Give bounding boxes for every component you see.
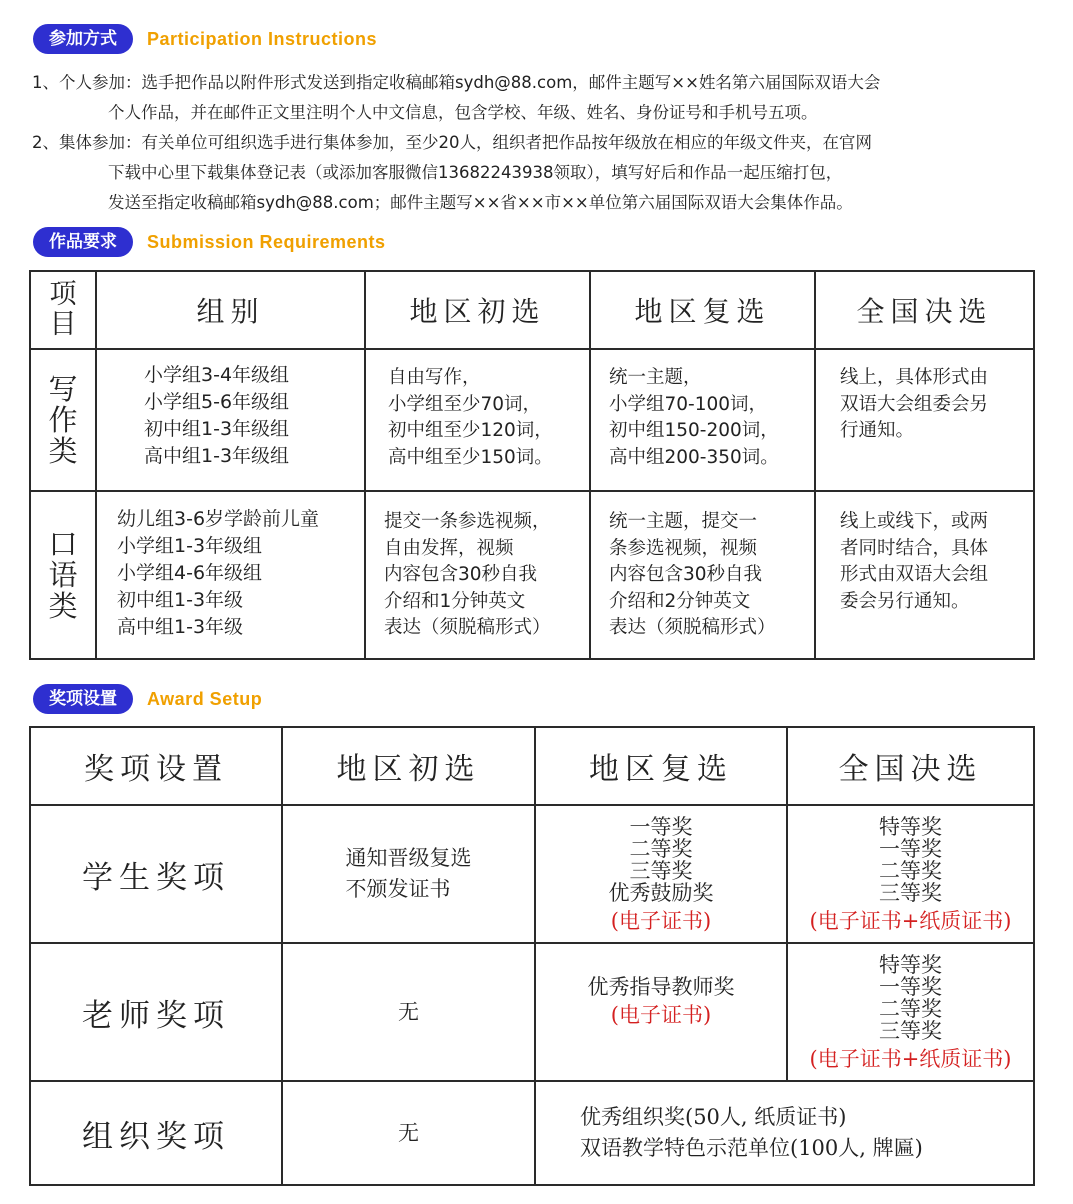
list-item: 二等奖 — [879, 859, 942, 883]
header-project-label: 项目 — [49, 279, 77, 340]
list-item: 三等奖 — [879, 881, 942, 905]
list-item: 形式由双语大会组 — [840, 564, 989, 585]
list-item: 行通知。 — [840, 420, 915, 441]
list-item: 者同时结合，具体 — [840, 537, 989, 559]
list-item: 初中组1-3年级组 — [144, 418, 290, 440]
student-prelim — [282, 805, 535, 943]
header-regional-second: 地区复选 — [535, 727, 787, 805]
list-item: 介绍和1分钟英文 — [384, 590, 526, 612]
list-item: 小学组3-4年级组 — [144, 364, 290, 386]
table-row — [30, 943, 1034, 1081]
participation-title: Participation Instructions — [147, 28, 378, 49]
award-section-header — [33, 684, 262, 714]
list-item: 不颁发证书 — [345, 877, 451, 901]
organization-awards — [535, 1081, 1034, 1185]
certificate-note: (电子证书+纸质证书) — [809, 909, 1012, 933]
list-item: 高中组200-350词。 — [609, 446, 779, 468]
award-badge: 奖项设置 — [33, 684, 133, 714]
header-regional-second: 地区复选 — [590, 271, 815, 349]
list-item: 三等奖 — [879, 1019, 942, 1043]
instruction-line: 下载中心里下载集体登记表（或添加客服微信13682243938领取），填写好后和作品一起压缩打包， — [108, 163, 843, 182]
teacher-award-label: 老师奖项 — [30, 943, 282, 1081]
organization-prelim: 无 — [282, 1081, 535, 1185]
writing-national-final — [815, 349, 1034, 491]
table-header-row — [30, 271, 1034, 349]
header-regional-prelim: 地区初选 — [282, 727, 535, 805]
header-project — [30, 271, 96, 349]
table-row — [30, 349, 1034, 491]
list-item: 高中组1-3年级 — [117, 616, 244, 638]
certificate-note: (电子证书) — [610, 909, 712, 933]
list-item: 线上或线下，或两 — [840, 511, 989, 532]
project-writing-label: 写作类 — [48, 371, 78, 468]
list-item: 双语教学特色示范单位(100人, 牌匾) — [580, 1136, 923, 1160]
submission-badge: 作品要求 — [33, 227, 133, 257]
teacher-second-lines — [536, 973, 786, 1029]
list-item: 一等奖 — [879, 975, 942, 999]
table-row — [30, 805, 1034, 943]
list-item: 表达（须脱稿形式） — [384, 617, 551, 638]
list-item: 小学组至少70词， — [388, 393, 542, 415]
instruction-line: 个人作品，并在邮件正文里注明个人中文信息，包含学校、年级、姓名、身份证号和手机号五项。 — [108, 103, 818, 122]
student-final — [787, 805, 1034, 943]
teacher-second — [535, 943, 787, 1081]
header-award-setup: 奖项设置 — [30, 727, 282, 805]
certificate-note: (电子证书) — [610, 1003, 712, 1027]
student-prelim-lines — [346, 843, 472, 905]
certificate-note: (电子证书+纸质证书) — [809, 1047, 1012, 1071]
list-item: 高中组1-3年级组 — [144, 445, 290, 467]
list-item: 二等奖 — [879, 997, 942, 1021]
list-item: 幼儿组3-6岁学龄前儿童 — [117, 508, 320, 530]
list-item: 初中组1-3年级 — [117, 589, 244, 611]
writing-regional-second — [590, 349, 815, 491]
list-item: 统一主题，提交一 — [609, 511, 758, 532]
writing-groups — [96, 349, 365, 491]
list-item: 优秀组织奖(50人, 纸质证书) — [580, 1105, 847, 1129]
header-national-final: 全国决选 — [787, 727, 1034, 805]
award-title: Award Setup — [147, 688, 263, 709]
list-item: 初中组150-200词， — [609, 420, 779, 441]
project-speaking — [30, 491, 96, 659]
teacher-prelim: 无 — [282, 943, 535, 1081]
participation-instructions — [32, 68, 1062, 218]
submission-title: Submission Requirements — [147, 231, 386, 252]
submission-table — [29, 270, 1035, 660]
list-item: 内容包含30秒自我 — [609, 564, 763, 585]
participation-badge: 参加方式 — [33, 24, 133, 54]
header-project-text — [48, 280, 78, 340]
student-award-label: 学生奖项 — [30, 805, 282, 943]
student-second — [535, 805, 787, 943]
list-item: 统一主题， — [609, 367, 702, 388]
list-item: 优秀指导教师奖 — [587, 975, 735, 999]
list-item: 自由发挥，视频 — [384, 537, 514, 559]
list-item: 自由写作， — [388, 367, 481, 388]
list-item: 小学组5-6年级组 — [144, 391, 290, 413]
organization-award-label: 组织奖项 — [30, 1081, 282, 1185]
speaking-groups — [96, 491, 365, 659]
list-item: 介绍和2分钟英文 — [609, 590, 751, 612]
header-group: 组别 — [96, 271, 365, 349]
teacher-final — [787, 943, 1034, 1081]
speaking-regional-second — [590, 491, 815, 659]
list-item: 内容包含30秒自我 — [384, 564, 538, 585]
header-regional-prelim: 地区初选 — [365, 271, 590, 349]
list-item: 高中组至少150词。 — [388, 446, 553, 468]
writing-regional-prelim — [365, 349, 590, 491]
project-writing — [30, 349, 96, 491]
list-item: 双语大会组委会另 — [840, 393, 989, 415]
list-item: 线上，具体形式由 — [840, 367, 989, 388]
list-item: 小学组1-3年级组 — [117, 535, 263, 557]
table-row — [30, 1081, 1034, 1185]
project-speaking-label: 口语类 — [48, 526, 78, 623]
list-item: 提交一条参选视频， — [384, 511, 551, 532]
list-item: 委会另行通知。 — [840, 590, 970, 612]
speaking-regional-prelim — [365, 491, 590, 659]
instruction-line: 1、个人参加：选手把作品以附件形式发送到指定收稿邮箱sydh@88.com，邮件主题写××姓名第六届国际双语大会 — [32, 73, 881, 92]
participation-section-header — [33, 24, 377, 54]
list-item: 表达（须脱稿形式） — [609, 617, 776, 638]
list-item: 小学组70-100词， — [609, 393, 768, 415]
list-item: 条参选视频，视频 — [609, 537, 758, 559]
instruction-line: 发送至指定收稿邮箱sydh@88.com；邮件主题写××省××市××单位第六届国际双语大会集体作品。 — [108, 193, 853, 212]
speaking-national-final — [815, 491, 1034, 659]
submission-section-header — [33, 227, 386, 257]
list-item: 通知晋级复选 — [345, 846, 472, 870]
award-table — [29, 726, 1035, 1186]
header-national-final: 全国决选 — [815, 271, 1034, 349]
list-item: 初中组至少120词， — [388, 420, 553, 441]
student-second-lines — [536, 816, 786, 932]
list-item: 优秀鼓励奖 — [608, 881, 714, 905]
table-header-row — [30, 727, 1034, 805]
instruction-line: 2、集体参加：有关单位可组织选手进行集体参加，至少20人，组织者把作品按年级放在相应的年级文件夹，在官网 — [32, 133, 872, 152]
student-final-lines — [788, 816, 1033, 932]
list-item: 一等奖 — [879, 837, 942, 861]
list-item: 二等奖 — [629, 837, 693, 861]
list-item: 一等奖 — [629, 815, 693, 839]
list-item: 特等奖 — [879, 953, 942, 977]
list-item: 小学组4-6年级组 — [117, 562, 263, 584]
table-row — [30, 491, 1034, 659]
teacher-final-lines — [788, 954, 1033, 1070]
list-item: 三等奖 — [629, 859, 693, 883]
list-item: 特等奖 — [879, 815, 942, 839]
